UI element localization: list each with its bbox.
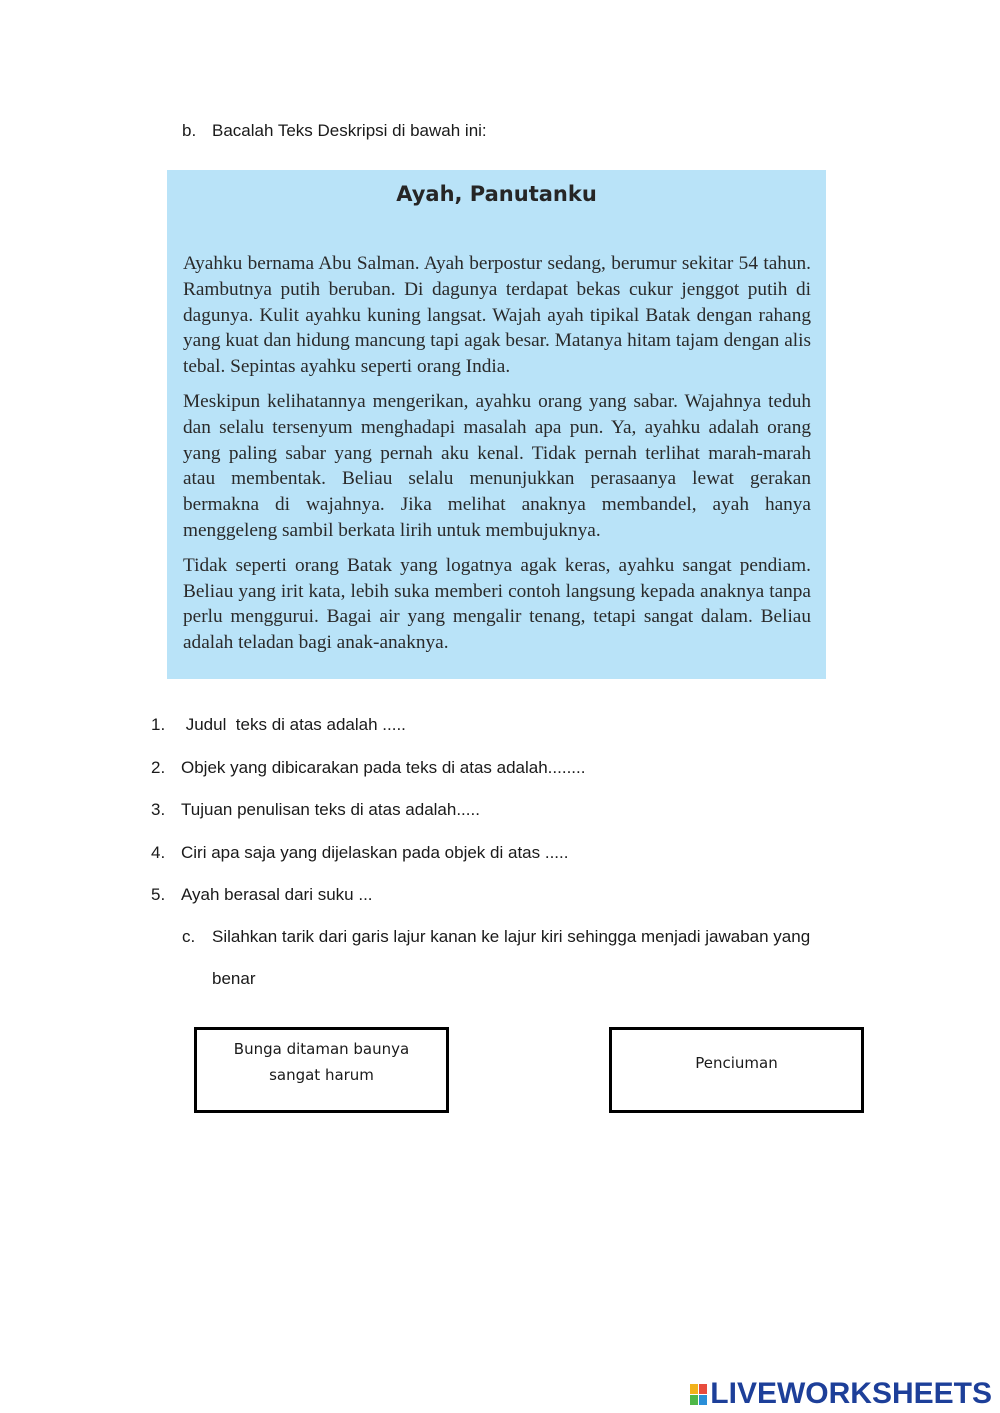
section-b-letter: b. [182,121,197,140]
match-left-line2: sangat harum [269,1066,374,1084]
logo-icon [690,1384,707,1405]
question-text: Ciri apa saja yang dijelaskan pada objek di atas ..... [181,843,569,862]
story-body [183,251,811,665]
question-2 [151,758,585,778]
story-paragraph-3: Tidak seperti orang Batak yang logatnya agak keras, ayahku sangat pendiam. Beliau yang irit kata, lebih suka memberi contoh langsung kepada anaknya tanpa perlu menggurui. Bagai air yang mengalir tenang, tetapi sangat dalam. Beliau adalah teladan bagi anak-anaknya. [183,554,811,654]
question-5 [151,885,373,905]
question-text: Objek yang dibicarakan pada teks di atas adalah........ [181,758,586,777]
match-left-box[interactable] [194,1027,449,1113]
liveworksheets-logo [690,1377,992,1411]
section-c-heading [182,927,882,947]
match-left-line1: Bunga ditaman baunya [233,1040,410,1058]
question-number: 3. [151,800,166,819]
story-paragraph-2: Meskipun kelihatannya mengerikan, ayahku orang yang sabar. Wajahnya teduh dan selalu tersenyum menghadapi masalah apa pun. Ya, ayahku adalah orang yang paling sabar yang pernah aku kenal. Tidak pernah terlihat marah-marah atau membentak. Beliau selalu menunjukkan perasaanya lewat gerakan bermakna di wajahnya. Jika melihat anaknya membandel, ayah hanya menggeleng sambil berkata lirih untuk membujuknya. [183,390,811,541]
question-1 [151,715,406,735]
match-right-box[interactable] [609,1027,864,1113]
section-c-line1: Silahkan tarik dari garis lajur kanan ke lajur kiri sehingga menjadi jawaban yang [212,927,811,946]
question-number: 1. [151,715,166,734]
question-number: 5. [151,885,166,904]
question-4 [151,843,568,863]
section-c-line2: benar [212,969,256,988]
question-text: Tujuan penulisan teks di atas adalah..... [181,800,480,819]
story-paragraph-1: Ayahku bernama Abu Salman. Ayah berpostur sedang, berumur sekitar 54 tahun. Rambutnya putih beruban. Di dagunya terdapat bekas cukur jenggot putih di dagunya. Kulit ayahku kuning langsat. Wajah ayah tipikal Batak dengan rahang yang kuat dan hidung mancung tapi agak besar. Matanya hitam tajam dengan alis tebal. Sepintas ayahku seperti orang India. [183,253,811,378]
story-title: Ayah, Panutanku [396,182,597,206]
section-b-heading [182,121,487,141]
match-right-text: Penciuman [695,1054,778,1072]
question-number: 2. [151,758,166,777]
story-box [167,170,826,679]
question-text: Judul teks di atas adalah ..... [181,715,406,734]
question-number: 4. [151,843,166,862]
question-text: Ayah berasal dari suku ... [181,885,373,904]
question-3 [151,800,480,820]
section-c-letter: c. [182,927,196,946]
logo-text: LIVEWORKSHEETS [710,1377,992,1410]
section-b-text: Bacalah Teks Deskripsi di bawah ini: [212,121,487,140]
